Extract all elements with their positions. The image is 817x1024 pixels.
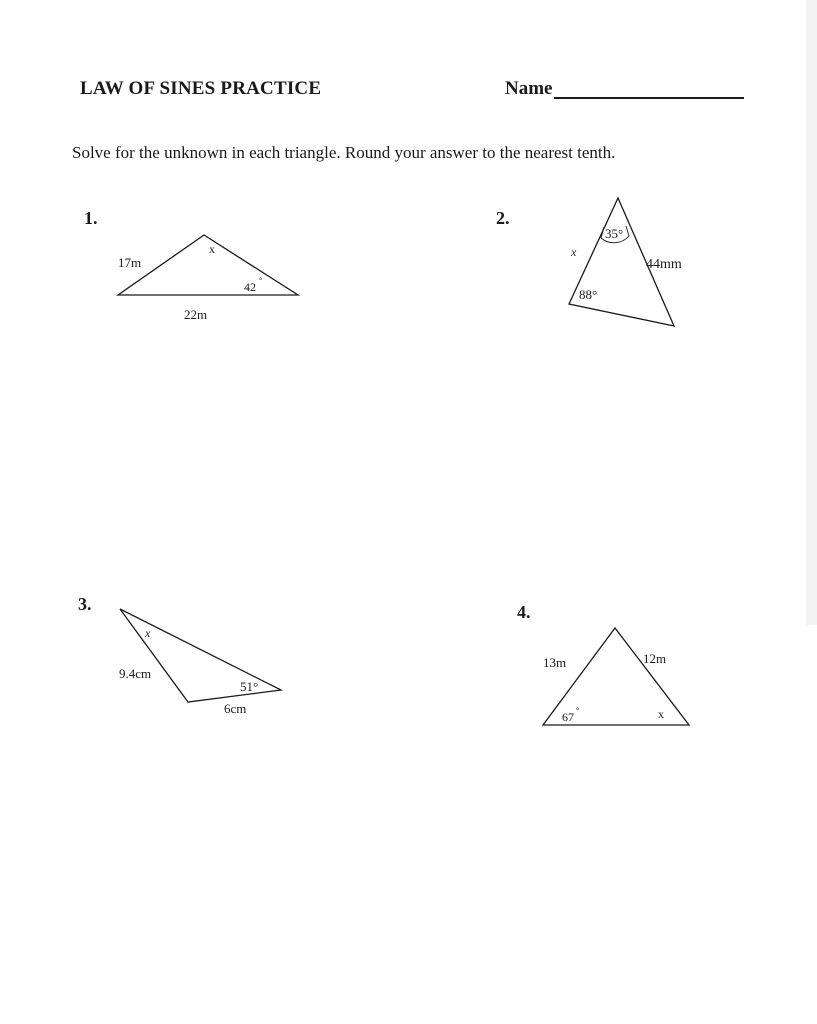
problem-1-angle-label: 42 (244, 280, 256, 294)
problem-3-side-bottom-label: 6cm (224, 701, 247, 716)
triangle-1 (118, 235, 298, 295)
problem-2-side-left-label: x (571, 245, 577, 259)
problem-4-figure (543, 628, 689, 725)
problem-1-angle-degree: ° (259, 276, 263, 285)
problem-4-angle-label: 67 (562, 710, 574, 724)
worksheet-title: LAW OF SINES PRACTICE (80, 78, 322, 99)
problem-2-number: 2. (496, 208, 510, 228)
problem-1-side-bottom-label: 22m (184, 307, 208, 322)
problem-3-figure (119, 609, 281, 716)
problem-4-side-left-label: 13m (543, 655, 567, 670)
problem-4-side-right-label: 12m (643, 651, 667, 666)
name-label: Name (505, 78, 553, 99)
problem-2-angle-top-label: 35° (605, 226, 624, 241)
problem-1-number: 1. (84, 208, 98, 228)
problem-4-angle-degree: ° (576, 706, 580, 715)
problem-4-side-bottom-label: x (658, 707, 664, 721)
problem-3-angle-label: 51° (240, 679, 259, 694)
problem-4-number: 4. (517, 602, 531, 622)
problem-1-figure (118, 235, 298, 322)
problem-3-side-left-label: 9.4cm (119, 666, 152, 681)
problem-1-side-left-label: 17m (118, 255, 142, 270)
problem-2-side-right-label: 44mm (646, 257, 682, 272)
problem-2-figure (569, 198, 682, 326)
problem-1-side-top-label: x (209, 242, 215, 256)
problem-3-side-top-label: x (145, 626, 151, 640)
problem-3-number: 3. (78, 594, 92, 614)
problem-2-angle-bottom-label: 88° (579, 287, 598, 302)
instructions: Solve for the unknown in each triangle. Round your answer to the nearest tenth. (72, 143, 616, 162)
